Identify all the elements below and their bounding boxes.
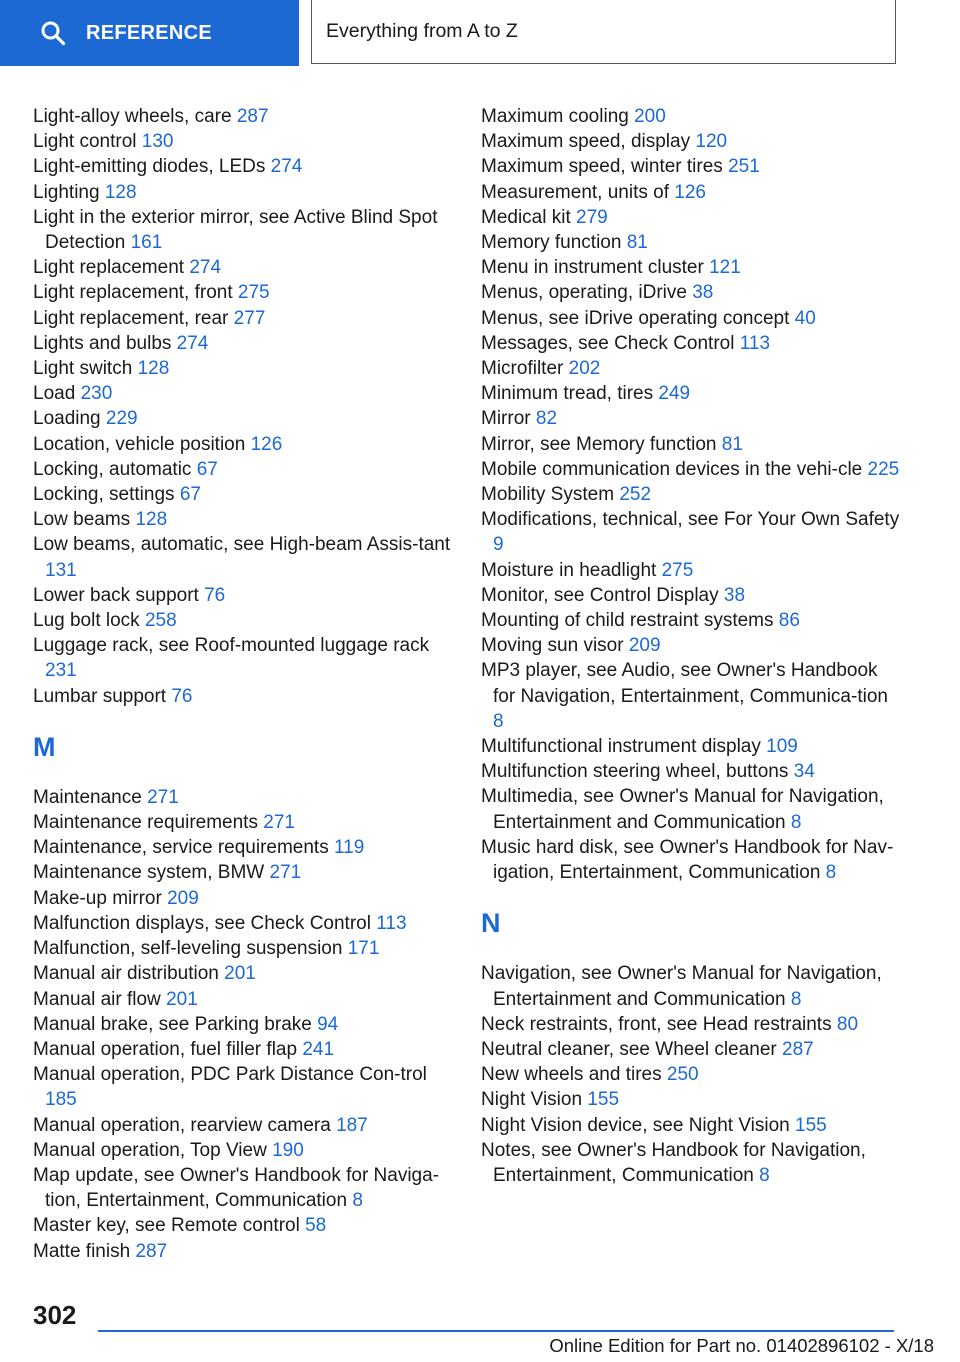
index-entry-text: Mirror <box>481 408 531 430</box>
page-reference-link[interactable]: 8 <box>493 710 504 732</box>
page-reference-link[interactable]: 113 <box>376 912 407 934</box>
index-entry-text: Maintenance <box>33 786 142 808</box>
index-entry-text: Load <box>33 383 76 405</box>
page-reference-link[interactable]: 190 <box>272 1139 304 1161</box>
page-reference-link[interactable]: 230 <box>80 383 113 405</box>
page-reference-link[interactable]: 128 <box>137 358 170 380</box>
reference-tab[interactable] <box>0 0 299 66</box>
index-entry-text: Microfilter <box>481 358 564 380</box>
page-reference-link[interactable]: 187 <box>336 1114 368 1136</box>
index-entry <box>481 432 901 457</box>
index-entry <box>33 1113 453 1138</box>
index-entry <box>481 482 901 507</box>
index-entry-text: Lights and bulbs <box>33 332 172 354</box>
index-entry-text: Moving sun visor <box>481 635 624 657</box>
index-entry-text: New wheels and tires <box>481 1064 662 1086</box>
page-reference-link[interactable]: 275 <box>661 559 694 581</box>
index-entry <box>33 583 453 608</box>
index-entry-text: Lighting <box>33 181 100 203</box>
page-reference-link[interactable]: 67 <box>179 484 201 506</box>
page-reference-link[interactable]: 120 <box>695 131 728 153</box>
index-entry <box>33 331 453 356</box>
index-entry-text: MP3 player, see Audio, see Owner's Handbook for Navigation, Entertainment, Communica-tion <box>481 660 888 707</box>
page-reference-link[interactable]: 34 <box>793 761 815 783</box>
index-entry-text: Light replacement, front <box>33 282 233 304</box>
index-entry-text: Maximum cooling <box>481 106 629 127</box>
index-entry <box>33 432 453 457</box>
index-entry-text: Night Vision <box>481 1089 583 1111</box>
index-entry <box>481 1012 901 1037</box>
page-reference-link[interactable]: 200 <box>634 106 666 127</box>
index-entry-text: Mounting of child restraint systems <box>481 610 774 632</box>
index-entry <box>33 482 453 507</box>
section-letter-heading: N <box>481 908 501 939</box>
index-entry <box>481 1138 901 1188</box>
page-reference-link[interactable]: 82 <box>535 408 558 430</box>
index-entry-text: Light replacement, rear <box>33 307 229 329</box>
page-reference-link[interactable]: 275 <box>237 282 270 304</box>
page-reference-link[interactable]: 209 <box>167 887 199 909</box>
index-entry <box>33 381 453 406</box>
page-reference-link[interactable]: 38 <box>692 282 714 304</box>
index-entry <box>481 558 901 583</box>
page-reference-link[interactable]: 271 <box>263 812 295 834</box>
index-entry-text: Multimedia, see Owner's Manual for Navigation, Entertainment and Communication <box>481 786 884 833</box>
index-entry <box>481 734 901 759</box>
index-entry-text: Map update, see Owner's Handbook for Naviga-tion, Entertainment, Communication <box>33 1164 440 1212</box>
index-entry <box>481 406 901 431</box>
page-reference-link[interactable]: 250 <box>666 1064 699 1086</box>
index-entry-text: Master key, see Remote control <box>33 1215 300 1237</box>
index-entry <box>481 255 901 280</box>
page-reference-link[interactable]: 131 <box>45 559 77 581</box>
index-entry-text: Location, vehicle position <box>33 433 246 455</box>
page-reference-link[interactable]: 209 <box>628 635 661 657</box>
tab-label: REFERENCE <box>86 21 213 44</box>
index-entry-text: Manual air distribution <box>33 963 219 985</box>
index-entry <box>33 886 453 911</box>
index-entry-text: Light control <box>33 131 137 153</box>
index-entry <box>33 1062 453 1112</box>
index-column-right <box>481 104 901 1188</box>
index-entry <box>33 1012 453 1037</box>
page-reference-link[interactable]: 274 <box>176 332 209 354</box>
index-entry-text: Memory function <box>481 232 622 254</box>
page-reference-link[interactable]: 274 <box>189 257 222 279</box>
index-entry-text: Lug bolt lock <box>33 610 140 632</box>
index-entry <box>481 1062 901 1087</box>
index-entry <box>33 255 453 280</box>
index-entry-text: Low beams <box>33 509 131 531</box>
index-entry-text: Measurement, units of <box>481 181 669 203</box>
page-reference-link[interactable]: 38 <box>723 584 746 606</box>
page-reference-link[interactable]: 86 <box>778 610 800 632</box>
page-reference-link[interactable]: 121 <box>709 257 741 279</box>
page-reference-link[interactable]: 287 <box>236 106 269 127</box>
index-entry-text: Light-alloy wheels, care <box>33 106 232 127</box>
index-entry <box>33 835 453 860</box>
index-entry-text: Matte finish <box>33 1240 131 1262</box>
index-entry <box>481 507 901 557</box>
index-entry <box>481 784 901 834</box>
page-reference-link[interactable]: 58 <box>305 1215 327 1237</box>
page-reference-link[interactable]: 155 <box>795 1114 827 1136</box>
page-reference-link[interactable]: 76 <box>204 584 226 606</box>
index-entry <box>481 356 901 381</box>
index-entry-text: Mobile communication devices in the vehi-cle <box>481 458 863 480</box>
index-entry-text: Light switch <box>33 358 133 380</box>
index-entry <box>33 987 453 1012</box>
page-reference-link[interactable]: 128 <box>104 181 137 203</box>
index-entry-text: Manual operation, PDC Park Distance Con-trol <box>33 1064 427 1086</box>
page-reference-link[interactable]: 202 <box>568 358 601 380</box>
index-entry-text: Mobility System <box>481 484 615 506</box>
index-entry-text: Low beams, automatic, see High-beam Assis-tant <box>33 534 451 556</box>
page-reference-link[interactable]: 67 <box>196 458 218 480</box>
index-entry <box>33 1213 453 1238</box>
index-entry <box>33 785 453 810</box>
index-entry <box>33 1239 453 1264</box>
page-reference-link[interactable]: 161 <box>130 232 163 254</box>
page-reference-link[interactable]: 8 <box>790 988 802 1010</box>
section-letter-heading: M <box>33 731 56 762</box>
index-entry-text: Maintenance requirements <box>33 812 258 834</box>
index-entry-text: Medical kit <box>481 206 571 228</box>
page-number: 302 <box>33 1300 77 1330</box>
index-entry <box>33 457 453 482</box>
page-reference-link[interactable]: 81 <box>626 232 648 254</box>
index-entry <box>33 280 453 305</box>
index-entry <box>33 129 453 154</box>
index-entry <box>33 1138 453 1163</box>
page-reference-link[interactable]: 155 <box>587 1089 620 1111</box>
index-entry <box>33 532 453 582</box>
index-entry-text: Manual operation, fuel filler flap <box>33 1038 298 1060</box>
index-entry-text: Neutral cleaner, see Wheel cleaner <box>481 1038 777 1060</box>
page-reference-link[interactable]: 287 <box>782 1038 814 1060</box>
index-entry-text: Mirror, see Memory function <box>481 433 717 455</box>
index-entry-text: Maximum speed, winter tires <box>481 156 723 178</box>
index-entry-text: Neck restraints, front, see Head restraints <box>481 1013 832 1035</box>
index-entry-text: Menus, see iDrive operating concept <box>481 307 790 329</box>
index-entry <box>33 180 453 205</box>
page-reference-link[interactable]: 201 <box>166 988 198 1010</box>
index-entry <box>33 306 453 331</box>
index-entry-text: Multifunctional instrument display <box>481 736 761 758</box>
index-entry-text: Multifunction steering wheel, buttons <box>481 761 789 783</box>
page-reference-link[interactable]: 94 <box>317 1013 339 1035</box>
index-entry <box>33 356 453 381</box>
index-entry <box>481 306 901 331</box>
page-reference-link[interactable]: 185 <box>45 1089 77 1111</box>
page-reference-link[interactable]: 258 <box>144 610 177 632</box>
index-entry-text: Lower back support <box>33 584 199 606</box>
index-entry-text: Light-emitting diodes, LEDs <box>33 156 266 178</box>
page-reference-link[interactable]: 229 <box>105 408 138 430</box>
page-reference-link[interactable]: 279 <box>576 206 608 228</box>
index-entry <box>33 608 453 633</box>
page-header <box>0 0 960 66</box>
page-reference-link[interactable]: 225 <box>867 458 900 480</box>
section-title-box <box>311 0 896 64</box>
index-column-left <box>33 104 453 1264</box>
page-reference-link[interactable]: 9 <box>493 534 504 556</box>
index-entry <box>33 205 453 255</box>
page-reference-link[interactable]: 271 <box>147 786 179 808</box>
index-entry <box>481 205 901 230</box>
index-entry <box>481 154 901 179</box>
index-entry <box>481 633 901 658</box>
index-entry-text: Maintenance system, BMW <box>33 862 265 884</box>
page-reference-link[interactable]: 274 <box>270 156 303 178</box>
index-entry <box>33 1037 453 1062</box>
page-reference-link[interactable]: 241 <box>302 1038 335 1060</box>
index-entry-text: Night Vision device, see Night Vision <box>481 1114 790 1136</box>
page-reference-link[interactable]: 81 <box>721 433 743 455</box>
page-reference-link[interactable]: 8 <box>352 1190 363 1212</box>
index-entry <box>481 104 901 129</box>
page-reference-link[interactable]: 201 <box>224 963 256 985</box>
index-entry-text: Loading <box>33 408 101 430</box>
index-entry-text: Minimum tread, tires <box>481 383 654 405</box>
index-entry-text: Malfunction displays, see Check Control <box>33 912 371 934</box>
index-entry <box>33 633 453 683</box>
index-entry <box>481 759 901 784</box>
index-entry-text: Maintenance, service requirements <box>33 837 329 859</box>
index-entry <box>481 180 901 205</box>
edition-text: Online Edition for Part no. 01402896102 - X/18 <box>549 1335 934 1356</box>
page-reference-link[interactable]: 119 <box>333 837 365 859</box>
page-reference-link[interactable]: 231 <box>45 660 77 682</box>
index-entry <box>33 936 453 961</box>
page-reference-link[interactable]: 113 <box>739 332 771 354</box>
page-reference-link[interactable]: 249 <box>658 383 691 405</box>
index-entry-text: Modifications, technical, see For Your Own Safety <box>481 509 900 531</box>
index-entry-text: Locking, automatic <box>33 458 192 480</box>
index-entry-text: Manual operation, rearview camera <box>33 1114 331 1136</box>
index-entry <box>481 1037 901 1062</box>
index-entry <box>481 1113 901 1138</box>
index-entry <box>481 1087 901 1112</box>
index-entry-text: Maximum speed, display <box>481 131 691 153</box>
index-entry <box>481 230 901 255</box>
page-reference-link[interactable]: 76 <box>171 685 193 707</box>
page-reference-link[interactable]: 8 <box>825 862 837 884</box>
page-reference-link[interactable]: 80 <box>836 1013 859 1035</box>
index-entry <box>481 961 901 1011</box>
index-entry <box>33 860 453 885</box>
index-entry-text: Light replacement <box>33 257 185 279</box>
index-entry <box>33 810 453 835</box>
index-entry <box>33 104 453 129</box>
page-reference-link[interactable]: 8 <box>790 811 802 833</box>
page-reference-link[interactable]: 126 <box>250 433 283 455</box>
index-entry <box>33 911 453 936</box>
page-reference-link[interactable]: 171 <box>347 938 380 960</box>
index-entry <box>481 608 901 633</box>
page-reference-link[interactable]: 252 <box>619 484 652 506</box>
index-entry <box>481 457 901 482</box>
page-reference-link[interactable]: 8 <box>759 1164 770 1186</box>
index-entry <box>481 658 901 734</box>
index-entry-text: Menus, operating, iDrive <box>481 282 687 304</box>
page-reference-link[interactable]: 277 <box>233 307 266 329</box>
index-entry <box>481 331 901 356</box>
index-entry-text: Manual operation, Top View <box>33 1139 267 1161</box>
section-title: Everything from A to Z <box>326 20 518 42</box>
page-reference-link[interactable]: 287 <box>135 1240 168 1262</box>
index-entry-text: Notes, see Owner's Handbook for Navigation, Entertainment, Communication <box>481 1139 866 1186</box>
index-entry <box>481 583 901 608</box>
page-reference-link[interactable]: 130 <box>141 131 174 153</box>
index-entry-text: Manual brake, see Parking brake <box>33 1013 312 1035</box>
index-entry-text: Light in the exterior mirror, see Active Blind Spot Detection <box>33 206 438 254</box>
index-entry <box>481 381 901 406</box>
index-entry-text: Malfunction, self-leveling suspension <box>33 938 343 960</box>
index-entry-text: Messages, see Check Control <box>481 332 735 354</box>
index-entry-text: Monitor, see Control Display <box>481 584 719 606</box>
footer-divider <box>98 1330 894 1332</box>
page-reference-link[interactable]: 271 <box>269 862 302 884</box>
index-entry-text: Manual air flow <box>33 988 161 1010</box>
index-entry-text: Menu in instrument cluster <box>481 257 704 279</box>
index-entry <box>481 129 901 154</box>
index-entry <box>481 280 901 305</box>
index-entry-text: Navigation, see Owner's Manual for Navigation, Entertainment and Communication <box>481 963 882 1010</box>
index-entry-text: Music hard disk, see Owner's Handbook for Nav-igation, Entertainment, Communication <box>481 836 894 884</box>
index-entry-text: Luggage rack, see Roof-mounted luggage rack <box>33 635 430 657</box>
index-entry-text: Make-up mirror <box>33 887 162 909</box>
search-icon <box>40 20 66 46</box>
index-entry <box>33 1163 453 1213</box>
index-entry <box>481 835 901 885</box>
index-entry <box>33 507 453 532</box>
index-entry-text: Lumbar support <box>33 685 167 707</box>
index-entry <box>33 961 453 986</box>
page-reference-link[interactable]: 128 <box>135 509 168 531</box>
index-entry <box>33 406 453 431</box>
page-reference-link[interactable]: 40 <box>794 307 816 329</box>
page-reference-link[interactable]: 126 <box>674 181 706 203</box>
index-entry-text: Moisture in headlight <box>481 559 657 581</box>
index-entry <box>33 154 453 179</box>
page-reference-link[interactable]: 251 <box>728 156 760 178</box>
index-entry <box>33 684 453 709</box>
index-entry-text: Locking, settings <box>33 484 175 506</box>
page-reference-link[interactable]: 109 <box>766 736 798 758</box>
